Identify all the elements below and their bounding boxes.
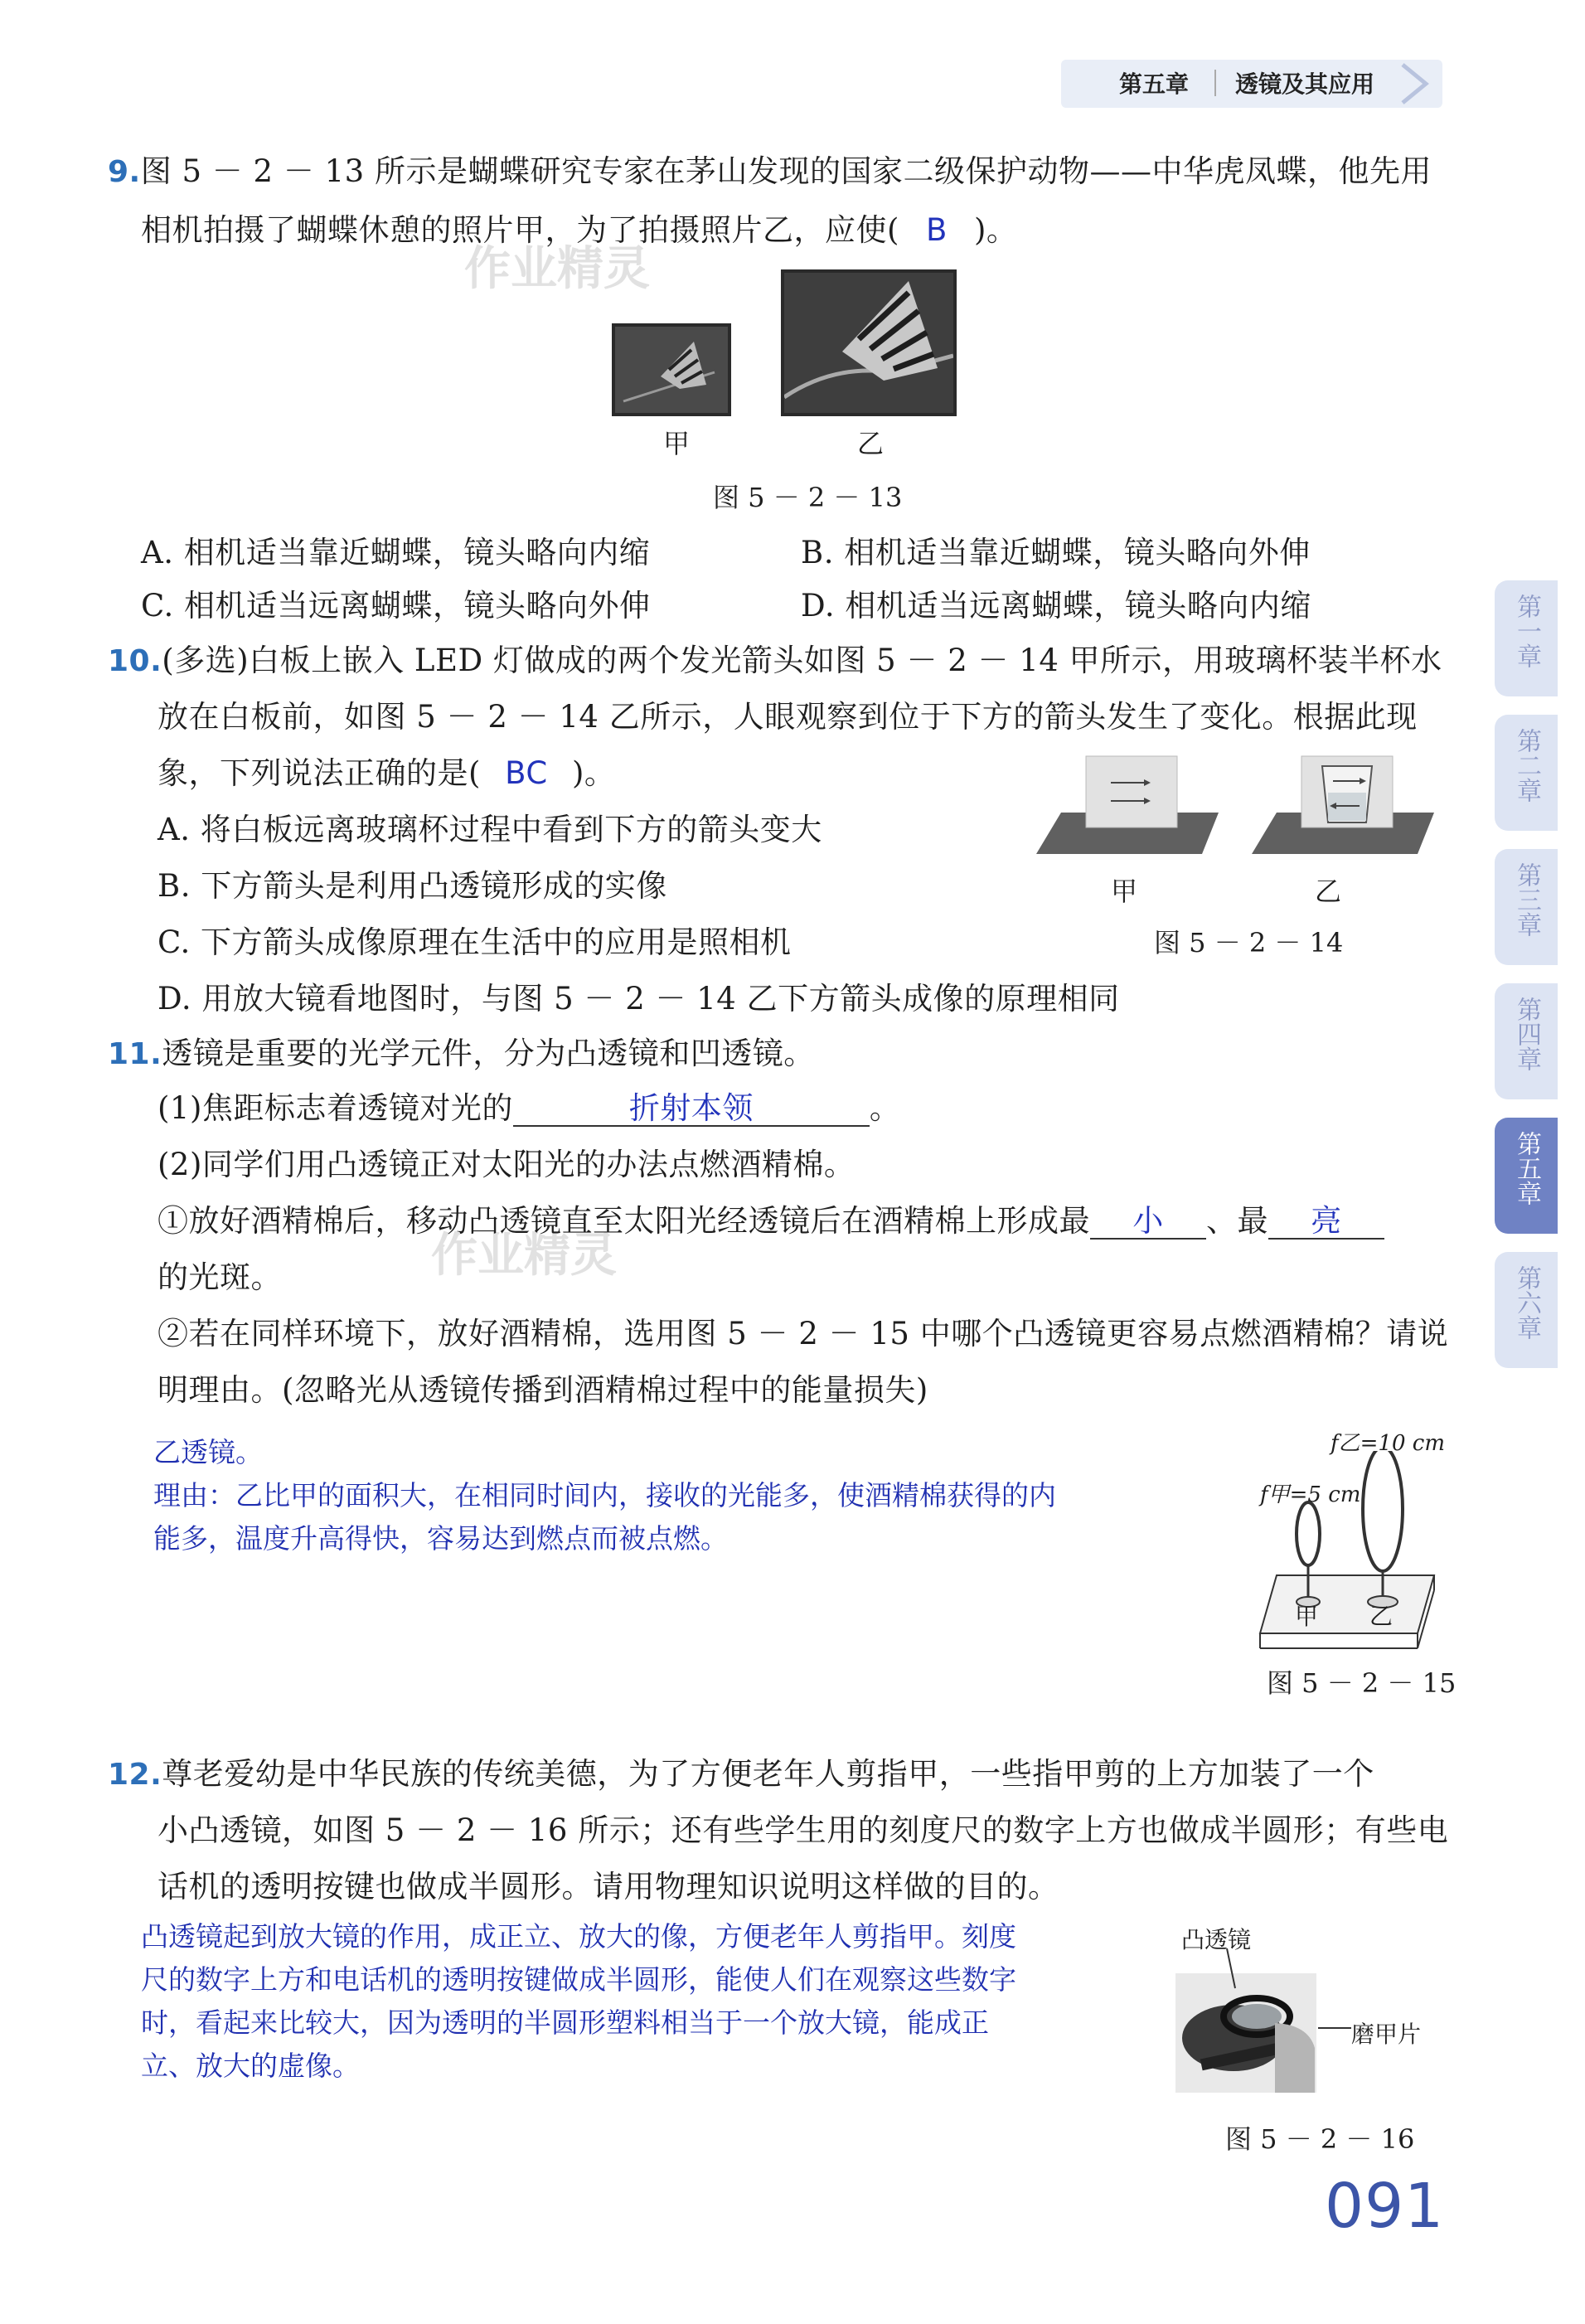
label-convex-lens: 凸透镜 [1181, 1926, 1252, 1953]
q10-line-1: 10.(多选)白板上嵌入 LED 灯做成的两个发光箭头如图 5 － 2 － 14 甲所示，用玻璃杯装半杯水 [108, 643, 1442, 678]
lens-b-label: 乙 [1369, 1603, 1394, 1630]
photo-b-label: 乙 [857, 428, 885, 459]
q9-option-a: A. 相机适当靠近蝴蝶，镜头略向内缩 [141, 535, 651, 570]
q11-part-1: (1)焦距标志着透镜对光的 折射本领 。 [158, 1090, 901, 1126]
tab-chapter-3[interactable]: 第三章 [1495, 849, 1558, 965]
tab-chapter-2[interactable]: 第二章 [1495, 715, 1558, 831]
focal-length-b: f乙=10 cm [1331, 1431, 1445, 1456]
header-title: 透镜及其应用 [1235, 70, 1375, 98]
q9-answer: B [925, 212, 948, 248]
tab-chapter-1[interactable]: 第一章 [1495, 580, 1558, 696]
q9-number: 9. [108, 155, 141, 189]
photo-a [612, 323, 731, 416]
q10-option-a: A. 将白板远离玻璃杯过程中看到下方的箭头变大 [158, 812, 822, 847]
q10-line-2: 放在白板前，如图 5 － 2 － 14 乙所示，人眼观察到位于下方的箭头发生了变化。根据此现 [158, 699, 1418, 735]
header-divider [1214, 70, 1216, 96]
q11-handwritten-answer-1: 乙透镜。 [153, 1436, 263, 1468]
q12-handwritten-answer-3: 时，看起来比较大，因为透明的半圆形塑料相当于一个放大镜，能成正 [141, 2006, 989, 2039]
q11-part-2-1: ①放好酒精棉后，移动凸透镜直至太阳光经透镜后在酒精棉上形成最 小 、最 亮 [158, 1201, 1384, 1242]
q11-part-2-2-cont: 明理由。(忽略光从透镜传播到酒精棉过程中的能量损失) [158, 1372, 928, 1408]
q10-option-b: B. 下方箭头是利用凸透镜形成的实像 [158, 868, 667, 904]
q11-handwritten-answer-2: 理由：乙比甲的面积大，在相同时间内，接收的光能多，使酒精棉获得的内 [153, 1479, 1056, 1511]
figure-caption: 图 5 － 2 － 14 [1154, 927, 1344, 958]
q10-line-3: 象，下列说法正确的是( BC )。 [158, 753, 615, 794]
q12-handwritten-answer-2: 尺的数字上方和电话机的透明按键做成半圆形，能使人们在观察这些数字 [141, 1963, 1016, 1996]
q12-number: 12. [108, 1758, 162, 1792]
q10-answer: BC [505, 755, 548, 791]
q11-answer-1: 折射本领 [513, 1092, 870, 1127]
q11-answer-bright: 亮 [1268, 1205, 1384, 1240]
q9-option-d: D. 相机适当远离蝴蝶，镜头略向内缩 [801, 588, 1311, 623]
tab-chapter-5[interactable]: 第五章 [1495, 1118, 1558, 1234]
tab-chapter-4[interactable]: 第四章 [1495, 983, 1558, 1099]
board-b-label: 乙 [1315, 876, 1342, 907]
q10-option-d: D. 用放大镜看地图时，与图 5 － 2 － 14 乙下方箭头成像的原理相同 [158, 981, 1120, 1016]
q9-option-c: C. 相机适当远离蝴蝶，镜头略向外伸 [141, 588, 651, 623]
lens-a-label: 甲 [1295, 1603, 1319, 1630]
watermark: 作业精灵 [431, 1229, 617, 1283]
q11-part-2: (2)同学们用凸透镜正对太阳光的办法点燃酒精棉。 [158, 1147, 856, 1182]
whiteboard-figure [1028, 746, 1451, 871]
header-chevron-icon [1393, 60, 1434, 108]
photo-b [781, 269, 957, 416]
q10-number: 10. [108, 644, 162, 678]
q11-handwritten-answer-3: 能多，温度升高得快，容易达到燃点而被点燃。 [153, 1522, 728, 1555]
q12-line-2: 小凸透镜，如图 5 － 2 － 16 所示；还有些学生用的刻度尺的数字上方也做成半圆形；有些电 [158, 1812, 1449, 1848]
board-a-label: 甲 [1111, 876, 1138, 907]
figure-caption: 图 5 － 2 － 13 [713, 482, 903, 513]
q9-option-b: B. 相机适当靠近蝴蝶，镜头略向外伸 [801, 535, 1311, 570]
header-chapter: 第五章 [1119, 70, 1190, 98]
q11-line-1: 11.透镜是重要的光学元件，分为凸透镜和凹透镜。 [108, 1036, 815, 1071]
q11-answer-small: 小 [1090, 1205, 1206, 1240]
q9-line-2: 相机拍摄了蝴蝶休憩的照片甲，为了拍摄照片乙，应使( B )。 [141, 210, 1017, 251]
label-lines [1219, 1948, 1360, 2040]
focal-length-a: f甲=5 cm [1260, 1482, 1361, 1507]
q12-handwritten-answer-4: 立、放大的虚像。 [141, 2050, 360, 2082]
q11-part-2-1-end: 的光斑。 [158, 1259, 282, 1295]
q12-line-1: 12.尊老爱幼是中华民族的传统美德，为了方便老年人剪指甲，一些指甲剪的上方加装了一个 [108, 1756, 1374, 1792]
page-number: 091 [1325, 2171, 1445, 2242]
q11-number: 11. [108, 1037, 162, 1071]
tab-chapter-6[interactable]: 第六章 [1495, 1252, 1558, 1368]
photo-a-label: 甲 [663, 428, 691, 459]
label-nail-file: 磨甲片 [1351, 2021, 1422, 2048]
q10-option-c: C. 下方箭头成像原理在生活中的应用是照相机 [158, 924, 792, 960]
q12-line-3: 话机的透明按键也做成半圆形。请用物理知识说明这样做的目的。 [158, 1869, 1059, 1904]
figure-caption: 图 5 － 2 － 16 [1225, 2123, 1415, 2155]
lenses-figure [1243, 1451, 1451, 1650]
q12-handwritten-answer-1: 凸透镜起到放大镜的作用，成正立、放大的像，方便老年人剪指甲。刻度 [141, 1920, 1016, 1953]
figure-caption: 图 5 － 2 － 15 [1267, 1667, 1457, 1699]
q11-part-2-2: ②若在同样环境下，放好酒精棉，选用图 5 － 2 － 15 中哪个凸透镜更容易点燃酒精棉？请说 [158, 1316, 1449, 1351]
watermark: 作业精灵 [464, 242, 650, 296]
q9-line-1: 9.图 5 － 2 － 13 所示是蝴蝶研究专家在茅山发现的国家二级保护动物——中华虎凤蝶，他先用 [108, 153, 1432, 189]
